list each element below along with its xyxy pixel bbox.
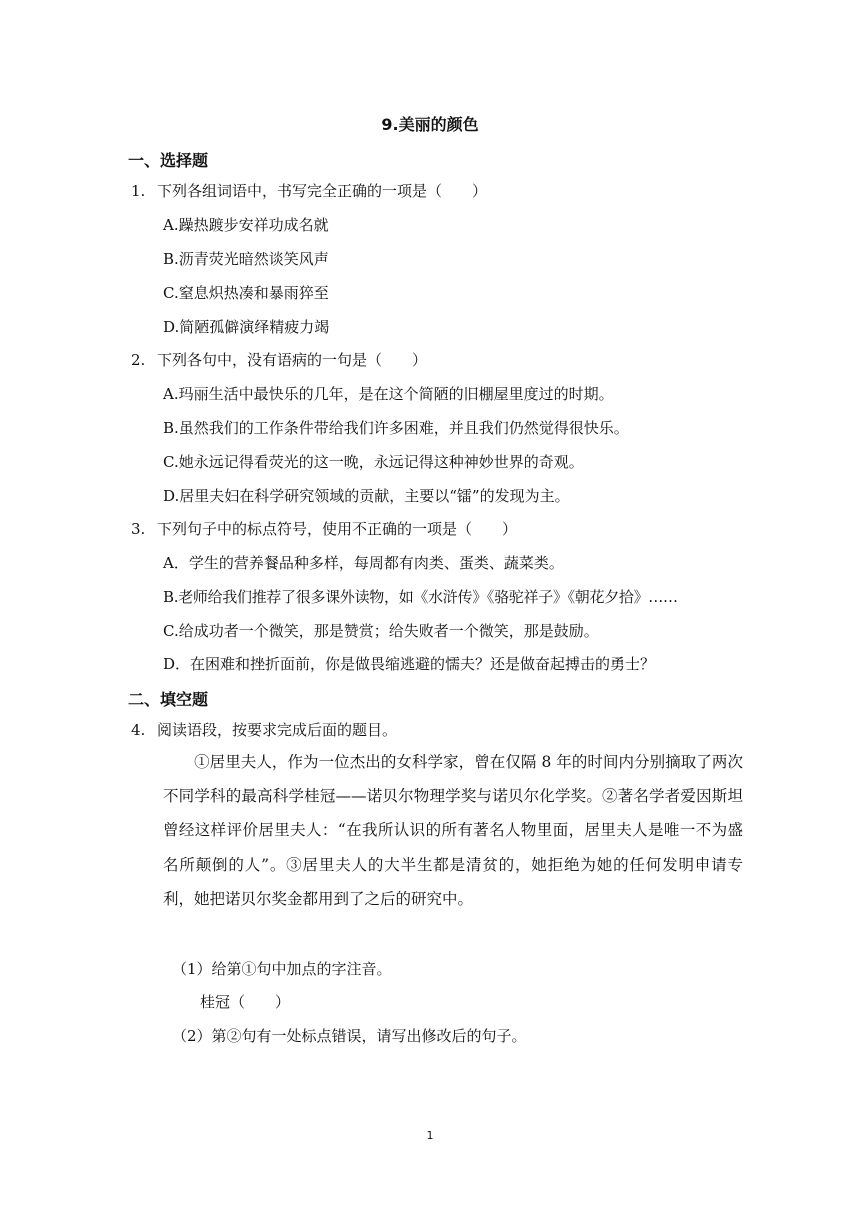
question-number: 4. [131,721,146,739]
sub-question-1-answer: 桂冠（ ） [200,993,291,1011]
q2-option-a: A.玛丽生活中最快乐的几年，是在这个简陋的旧棚屋里度过的时期。 [163,385,614,403]
section-heading-fill: 二、填空题 [128,690,209,709]
q1-option-a: A.躁热踱步安祥功成名就 [163,216,329,234]
q3-option-d: D．在困难和挫折面前，你是做畏缩逃避的懦夫？还是做奋起搏击的勇士？ [163,655,656,673]
q2-option-d: D.居里夫妇在科学研究领域的贡献，主要以“镭”的发现为主。 [163,487,570,505]
q3-option-c: C.给成功者一个微笑，那是赞赏；给失败者一个微笑，那是鼓励。 [163,622,599,640]
sub-question-1: （1）给第①句中加点的字注音。 [172,960,392,978]
sub-question-2: （2）第②句有一处标点错误，请写出修改后的句子。 [172,1027,527,1045]
q1-option-c: C.窒息炽热凑和暴雨猝至 [163,284,329,302]
q2-option-b: B.虽然我们的工作条件带给我们许多困难，并且我们仍然觉得很快乐。 [163,419,629,437]
question-2 [131,349,427,370]
q3-option-a: A．学生的营养餐品种多样，每周都有肉类、蛋类、蔬菜类。 [163,554,564,572]
reading-passage [163,745,743,916]
question-stem: 下列各句中，没有语病的一句是（ ） [157,351,428,369]
question-4 [131,719,397,740]
question-number: 1. [131,182,146,200]
passage-text: ①居里夫人，作为一位杰出的女科学家，曾在仅隔 8 年的时间内分别摘取了两次不同学科的最高科学桂冠——诺贝尔物理学奖与诺贝尔化学奖。②著名学者爱因斯坦曾经这样评价居里夫人：“在我所认识的所有著名人物里面，居里夫人是唯一不为盛名所颠倒的人”。③居里夫人的大半生都是清贫的，她拒绝为她的任何发明申请专利，她把诺贝尔奖金都用到了之后的研究中。 [163,753,743,908]
question-stem: 下列句子中的标点符号，使用不正确的一项是（ ） [157,520,518,538]
page-title: 9.美丽的颜色 [381,115,479,134]
section-heading-choice: 一、选择题 [128,151,209,170]
question-number: 2. [131,351,146,369]
question-stem: 下列各组词语中，书写完全正确的一项是（ ） [157,182,488,200]
question-stem: 阅读语段，按要求完成后面的题目。 [157,721,398,739]
page-number: 1 [426,1129,434,1142]
q1-option-d: D.简陋孤僻演绎精疲力竭 [163,318,330,336]
q2-option-c: C.她永远记得看荧光的这一晚，永远记得这种神妙世界的奇观。 [163,453,584,471]
question-3 [131,518,517,539]
q3-option-b: B.老师给我们推荐了很多课外读物，如《水浒传》《骆驼祥子》《朝花夕拾》…… [163,588,678,606]
question-number: 3. [131,520,146,538]
question-1 [131,180,487,201]
q1-option-b: B.沥青荧光暗然谈笑风声 [163,250,329,268]
